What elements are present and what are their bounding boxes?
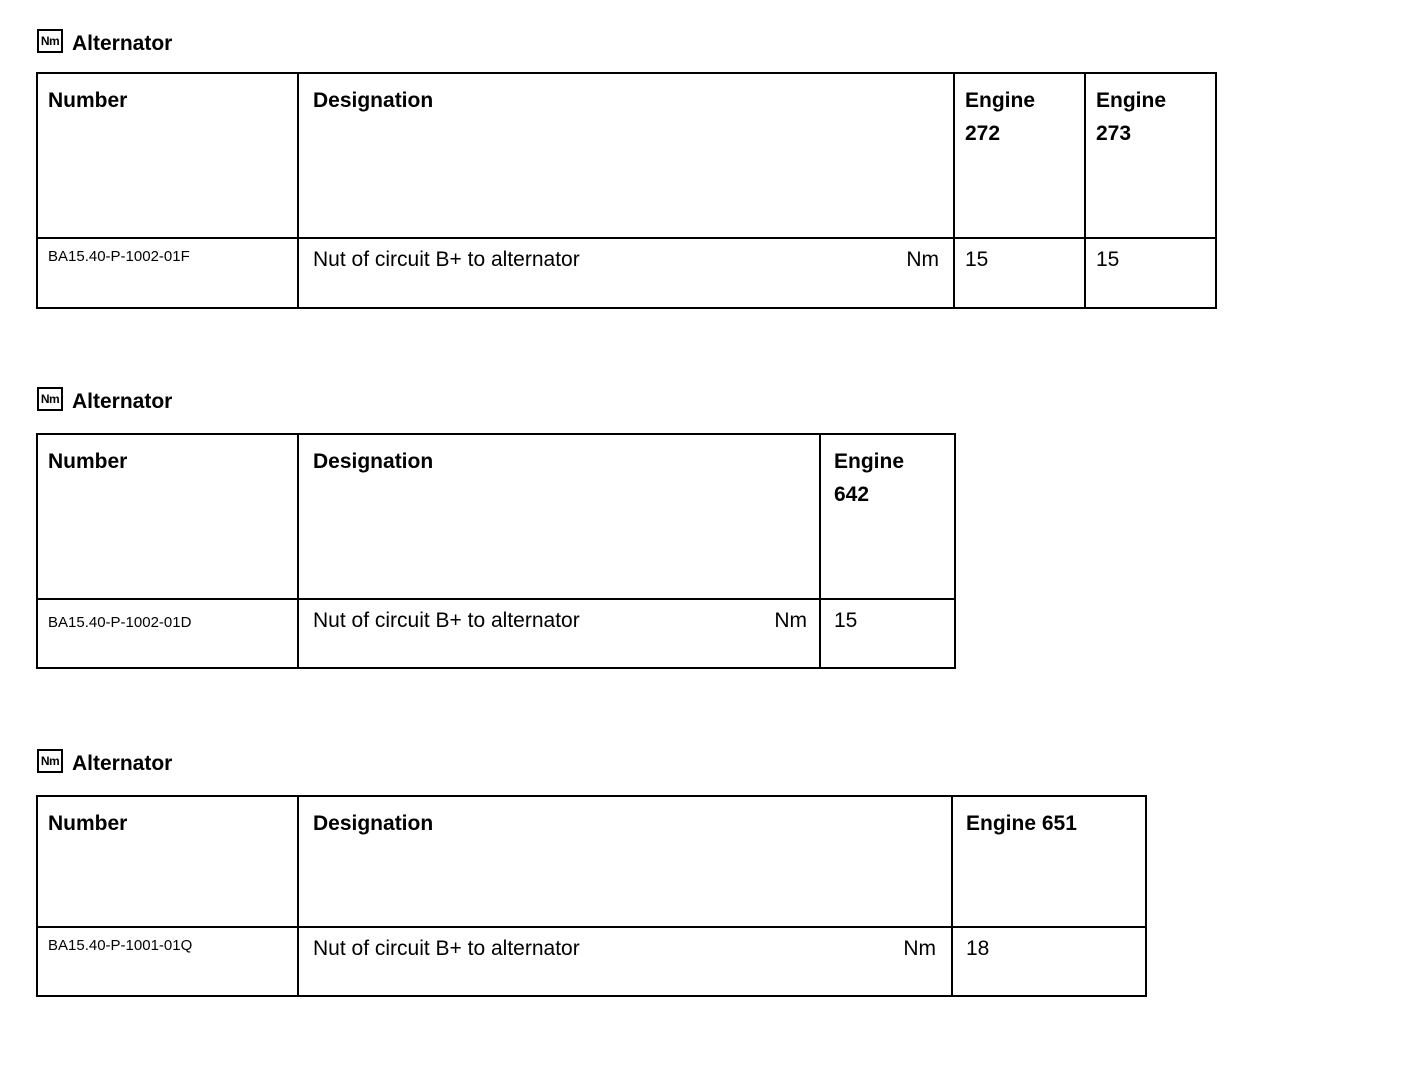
engine-code: 272 bbox=[965, 122, 1001, 145]
table-header-row bbox=[37, 434, 955, 599]
column-header-designation: Designation bbox=[298, 434, 820, 599]
engine-label: Engine 651 bbox=[966, 812, 1077, 835]
column-header-number: Number bbox=[37, 434, 298, 599]
designation-text: Nut of circuit B+ to alternator bbox=[313, 609, 580, 632]
section-title bbox=[37, 747, 172, 773]
section-title bbox=[37, 385, 172, 411]
column-header-engine bbox=[820, 434, 955, 599]
table-row bbox=[37, 238, 1216, 308]
column-header-engine bbox=[1085, 73, 1216, 238]
torque-value: 15 bbox=[820, 599, 955, 668]
engine-label: Engine bbox=[834, 450, 905, 473]
torque-nm-icon: Nm bbox=[37, 387, 63, 411]
unit-label: Nm bbox=[774, 609, 807, 632]
engine-code: 642 bbox=[834, 483, 870, 506]
engine-label: Engine bbox=[1096, 89, 1167, 112]
torque-value: 15 bbox=[1085, 238, 1216, 308]
column-header-designation: Designation bbox=[298, 73, 954, 238]
section-title bbox=[37, 27, 172, 53]
engine-code: 273 bbox=[1096, 122, 1132, 145]
column-header-engine bbox=[952, 796, 1146, 927]
designation-text: Nut of circuit B+ to alternator bbox=[313, 248, 580, 271]
designation-text: Nut of circuit B+ to alternator bbox=[313, 937, 580, 960]
torque-table bbox=[36, 795, 1147, 997]
column-header-designation: Designation bbox=[298, 796, 952, 927]
column-header-number: Number bbox=[37, 73, 298, 238]
torque-table bbox=[36, 72, 1217, 309]
column-header-engine bbox=[954, 73, 1085, 238]
table-header-row bbox=[37, 73, 1216, 238]
torque-table bbox=[36, 433, 956, 669]
torque-value: 18 bbox=[952, 927, 1146, 996]
part-number: BA15.40-P-1001-01Q bbox=[37, 927, 298, 996]
table-header-row bbox=[37, 796, 1146, 927]
torque-nm-icon: Nm bbox=[37, 29, 63, 53]
section-heading: Alternator bbox=[72, 390, 173, 413]
engine-label: Engine bbox=[965, 89, 1036, 112]
section-heading: Alternator bbox=[72, 32, 173, 55]
designation-cell bbox=[298, 238, 954, 308]
section-heading: Alternator bbox=[72, 752, 173, 775]
column-header-number: Number bbox=[37, 796, 298, 927]
designation-cell bbox=[298, 927, 952, 996]
part-number: BA15.40-P-1002-01D bbox=[37, 599, 298, 668]
table-row bbox=[37, 927, 1146, 996]
designation-cell bbox=[298, 599, 820, 668]
part-number: BA15.40-P-1002-01F bbox=[37, 238, 298, 308]
unit-label: Nm bbox=[903, 937, 936, 960]
table-row bbox=[37, 599, 955, 668]
unit-label: Nm bbox=[906, 248, 939, 271]
torque-nm-icon: Nm bbox=[37, 749, 63, 773]
torque-value: 15 bbox=[954, 238, 1085, 308]
